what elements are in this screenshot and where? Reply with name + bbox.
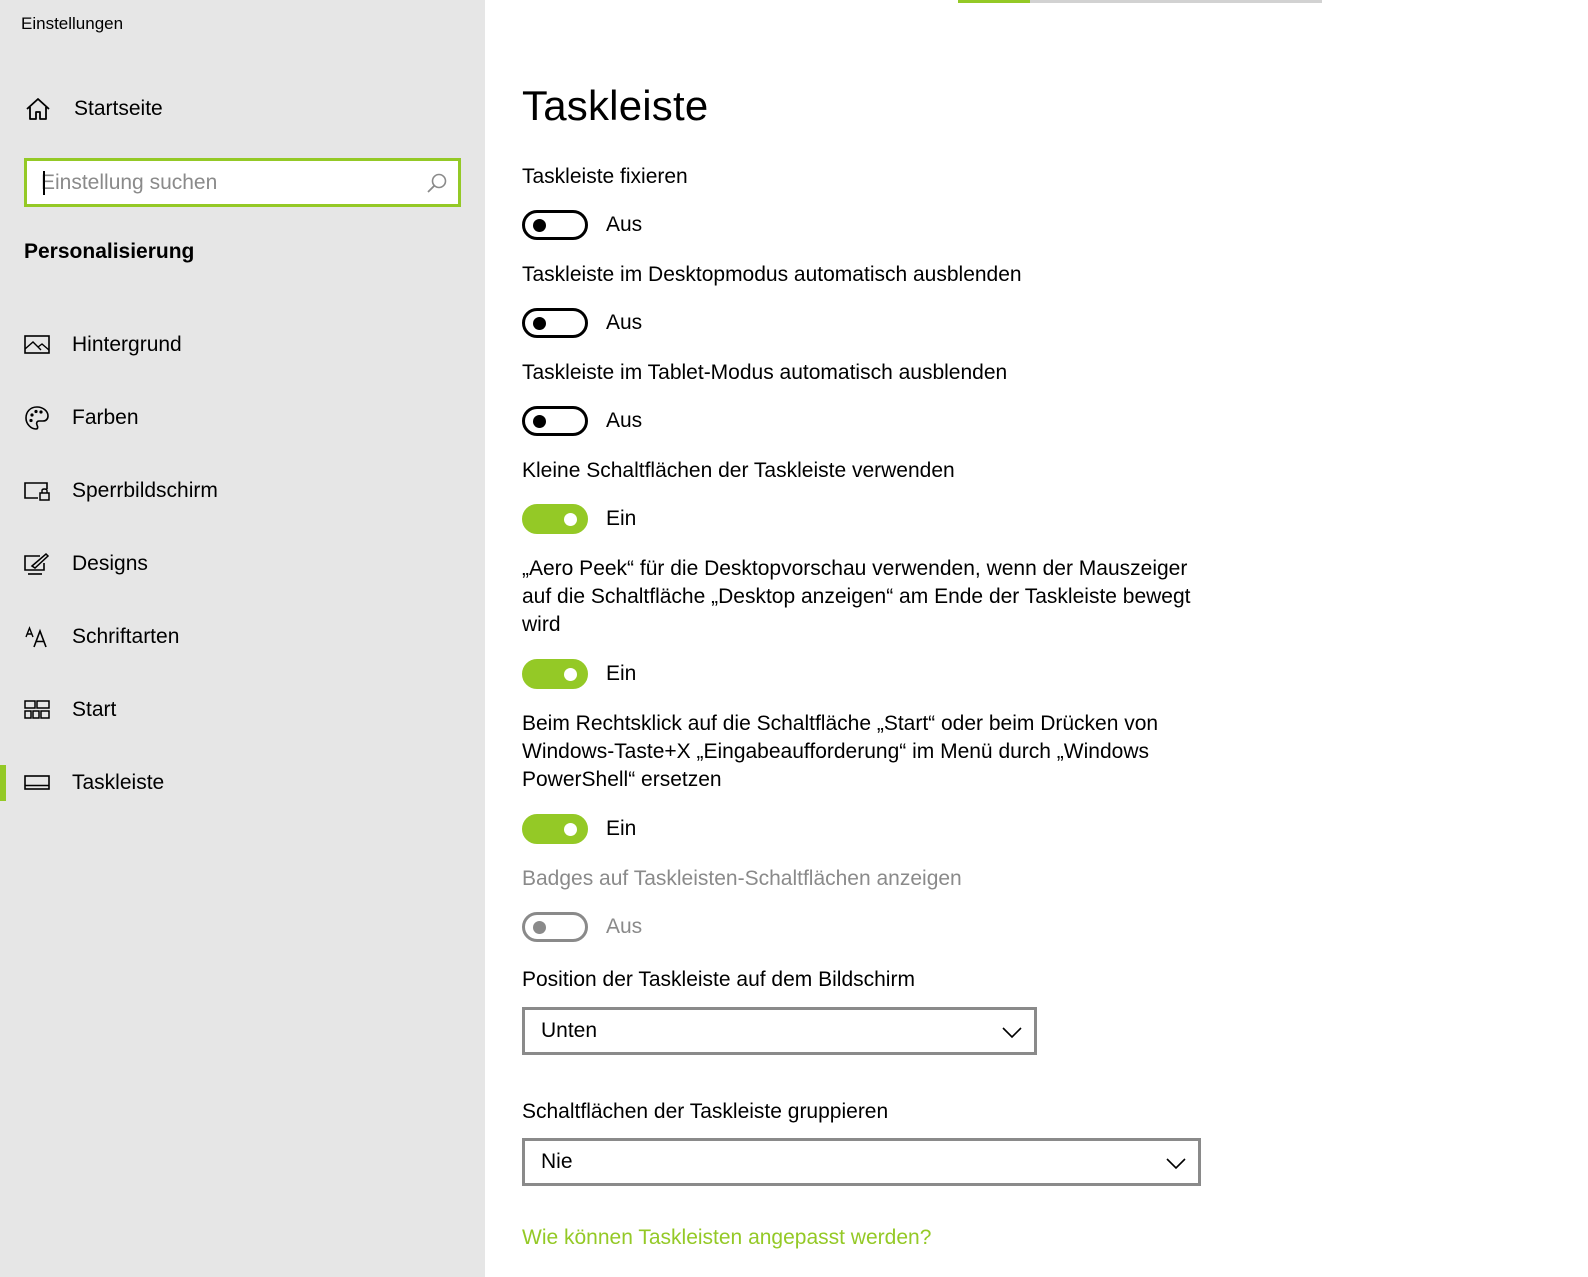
brush-icon (24, 551, 50, 577)
sidebar-nav (0, 308, 485, 819)
setting-label-tablet-ausblenden: Taskleiste im Tablet-Modus automatisch ausblenden (522, 361, 1008, 384)
setting-label-kleine-schaltflaechen: Kleine Schaltflächen der Taskleiste verwenden (522, 459, 955, 482)
position-label: Position der Taskleiste auf dem Bildschirm (522, 968, 915, 991)
toggle-state-powershell: Ein (606, 817, 637, 840)
sidebar-item-label: Farben (72, 405, 139, 429)
toggle-state-tablet-ausblenden: Aus (606, 409, 643, 432)
position-selected-value: Unten (541, 1019, 598, 1042)
search-box[interactable] (24, 158, 461, 207)
lock-screen-icon (24, 478, 50, 504)
sidebar-item-designs[interactable] (0, 527, 485, 600)
sidebar-item-label: Start (72, 697, 117, 721)
toggle-knob (533, 219, 546, 232)
setting-label-powershell: Beim Rechtsklick auf die Schaltfläche „Start“ oder beim Drücken von Windows-Taste+X „Eingabeaufforderung“ im Menü durch „Windows PowerShell“ ersetzen (522, 712, 1159, 791)
sidebar-item-taskleiste[interactable] (0, 746, 485, 819)
toggle-knob (564, 823, 577, 836)
toggle-fixieren[interactable] (522, 210, 588, 240)
grouping-label: Schaltflächen der Taskleiste gruppieren (522, 1100, 889, 1123)
sidebar-item-start[interactable] (0, 673, 485, 746)
toggle-powershell[interactable] (522, 814, 588, 844)
progress-fill (958, 0, 1030, 3)
picture-icon (24, 332, 50, 358)
text-caret (43, 171, 45, 195)
sidebar-item-schriftarten[interactable] (0, 600, 485, 673)
sidebar-item-label: Sperrbildschirm (72, 478, 218, 502)
toggle-knob (533, 317, 546, 330)
app-title: Einstellungen (21, 14, 124, 33)
sidebar-item-hintergrund[interactable] (0, 308, 485, 381)
palette-icon (24, 405, 50, 431)
grouping-selected-value: Nie (541, 1150, 573, 1173)
sidebar-item-label: Schriftarten (72, 624, 180, 648)
toggle-state-desktop-ausblenden: Aus (606, 311, 643, 334)
toggle-knob (564, 668, 577, 681)
sidebar-item-farben[interactable] (0, 381, 485, 454)
toggle-state-badges: Aus (606, 915, 643, 938)
page-title: Taskleiste (522, 82, 709, 129)
sidebar-item-label: Taskleiste (72, 770, 165, 794)
taskbar-icon (24, 770, 50, 796)
home-label: Startseite (74, 97, 163, 120)
setting-label-fixieren: Taskleiste fixieren (522, 165, 688, 188)
start-tiles-icon (24, 697, 50, 723)
toggle-knob (533, 415, 546, 428)
sidebar-item-label: Designs (72, 551, 148, 575)
home-icon (24, 95, 52, 123)
toggle-state-aero-peek: Ein (606, 662, 637, 685)
toggle-knob (564, 513, 577, 526)
toggle-badges (522, 912, 588, 942)
section-title: Personalisierung (24, 240, 195, 263)
toggle-state-kleine-schaltflaechen: Ein (606, 507, 637, 530)
home-nav-item[interactable] (24, 92, 464, 126)
toggle-kleine-schaltflaechen[interactable] (522, 504, 588, 534)
grouping-dropdown[interactable] (522, 1138, 1201, 1186)
chevron-down-icon (1002, 1023, 1022, 1039)
search-input[interactable] (27, 171, 407, 195)
sidebar (0, 0, 485, 1277)
toggle-aero-peek[interactable] (522, 659, 588, 689)
loading-progress-bar (958, 0, 1322, 3)
toggle-knob (533, 921, 546, 934)
help-link[interactable]: Wie können Taskleisten angepasst werden? (522, 1226, 932, 1249)
search-icon[interactable] (426, 172, 448, 194)
sidebar-item-label: Hintergrund (72, 332, 182, 356)
chevron-down-icon (1166, 1154, 1186, 1170)
setting-label-aero-peek: „Aero Peek“ für die Desktopvorschau verwenden, wenn der Mauszeiger auf die Schaltfläche „Desktop anzeigen“ am Ende der Taskleiste bewegt wird (522, 557, 1191, 636)
sidebar-item-sperrbildschirm[interactable] (0, 454, 485, 527)
setting-label-badges: Badges auf Taskleisten-Schaltflächen anzeigen (522, 867, 962, 890)
toggle-desktop-ausblenden[interactable] (522, 308, 588, 338)
setting-label-desktop-ausblenden: Taskleiste im Desktopmodus automatisch ausblenden (522, 263, 1022, 286)
toggle-state-fixieren: Aus (606, 213, 643, 236)
toggle-tablet-ausblenden[interactable] (522, 406, 588, 436)
position-dropdown[interactable] (522, 1007, 1037, 1055)
font-icon (24, 624, 50, 650)
